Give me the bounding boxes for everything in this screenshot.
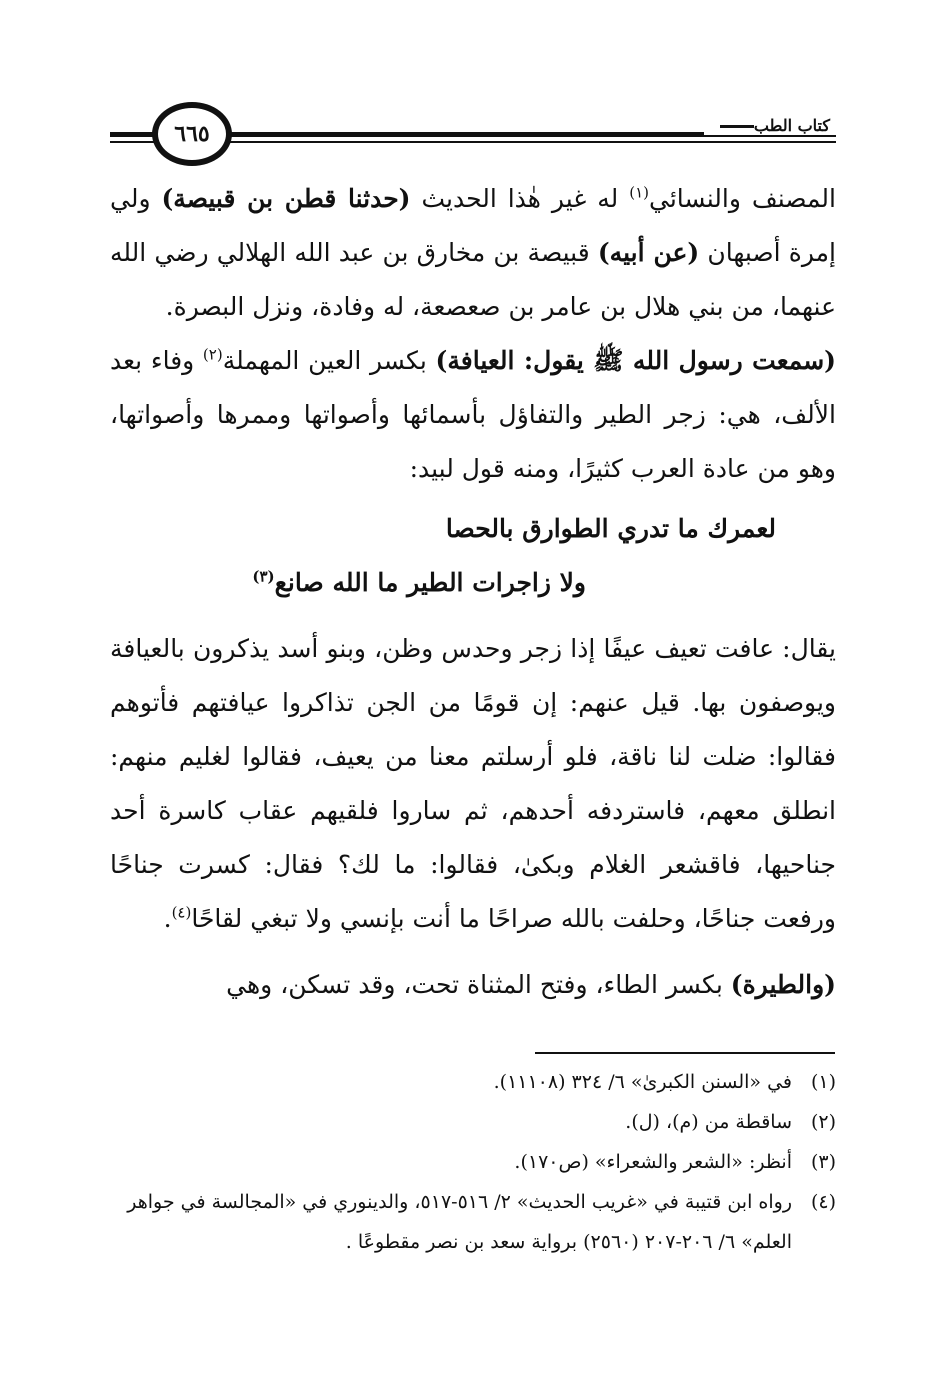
footnote-3 [110,1142,836,1182]
footnote-text: أنظر: «الشعر والشعراء» (ص١٧٠). [514,1151,792,1173]
footnote-separator [535,1052,835,1054]
verse-line-2-text: ولا زاجرات الطير ما الله صانع [274,568,586,597]
footnote-4 [110,1182,836,1262]
footnote-number: (٢) [810,1111,836,1133]
p1-bold-2: (عن أبيه) [597,238,700,267]
footnote-ref-1: (١) [629,183,650,202]
p4-bold: (والطيرة) [730,970,836,999]
paragraph-2 [110,334,836,496]
p1-text-d: قبيصة بن مخارق بن عبد الله الهلالي رضي الله عنهما، من بني هلال بن عامر بن صعصعة، له وفادة، ونزل البصرة. [110,238,836,321]
footnote-text: رواه ابن قتيبة في «غريب الحديث» ٢/ ٥١٦-٥١٧، والدينوري في «المجالسة في جواهر العلم» ٦/ ٢٠٦-٢٠٧ (٢٥٦٠) برواية سعد بن نصر مقطوعًا . [127,1191,792,1253]
paragraph-1 [110,172,836,334]
p1-text-a: المصنف والنسائي [649,184,836,213]
footnote-ref-3: (٣) [252,567,275,586]
paragraph-4 [110,958,836,1012]
footnote-ref-4: (٤) [171,903,192,922]
footnote-number: (٤) [810,1191,836,1213]
p3-text: يقال: عافت تعيف عيفًا إذا زجر وحدس وظن، وبنو أسد يذكرون بالعيافة ويوصفون بها. قيل عنهم: إن قومًا من الجن تذاكروا عيافتهم فأتوهم فقالوا: ضلت لنا ناقة، فلو أرسلتم معنا من يعيف، فقالوا لغليم منهم: انطلق معهم، فاستردفه أحدهم، ثم ساروا فلقيهم عقاب كاسرة أحد جناحيها، فاقشعر الغلام وبكىٰ، فقالوا: ما لك؟ فقال: كسرت جناحًا ورفعت جناحًا، وحلفت بالله صراحًا ما أنت بإنسي ولا تبغي لقاحًا [110,634,836,933]
verse-line-1: لعمرك ما تدري الطوارق بالحصا [445,514,776,543]
footnote-number: (٣) [810,1151,836,1173]
footnote-text: ساقطة من (م)، (ل). [625,1111,792,1133]
running-title-text: كتاب الطب [753,116,830,135]
p3-end: . [163,904,172,933]
footnote-number: (١) [810,1071,836,1093]
footnote-1 [110,1062,836,1102]
p2-text-b: وفاء بعد الألف، هي: زجر الطير والتفاؤل بأسمائها وأصواتها وممرها وأصواتها، وهو من عادة العرب كثيرًا، ومنه قول لبيد: [110,346,836,483]
footnote-text: في «السنن الكبرىٰ» ٦/ ٣٢٤ (١١١٠٨). [493,1071,792,1093]
title-dash [720,125,754,128]
p2-bold-1: (سمعت رسول الله ﷺ يقول: العيافة) [435,346,837,375]
footnote-2 [110,1102,836,1142]
running-title [704,116,836,135]
footnote-ref-2: (٢) [202,345,223,364]
page-header [110,92,836,182]
p1-text-c: ولي إمرة أصبهان [110,184,836,267]
p2-text-a: بكسر العين المهملة [222,346,436,375]
paragraph-3 [110,622,836,946]
paragraph-gap [110,946,836,958]
verse-line-2 [110,556,836,610]
main-text [110,172,836,1012]
p1-bold-1: (حدثنا قطن بن قبيصة) [161,184,411,213]
p4-text: بكسر الطاء، وفتح المثناة تحت، وقد تسكن، وهي [226,970,731,999]
page-number: ٦٦٥ [152,102,232,166]
p1-text-b: له غير هٰذا الحديث [410,184,630,213]
verse-gap [110,610,836,622]
footnotes [110,1062,836,1262]
